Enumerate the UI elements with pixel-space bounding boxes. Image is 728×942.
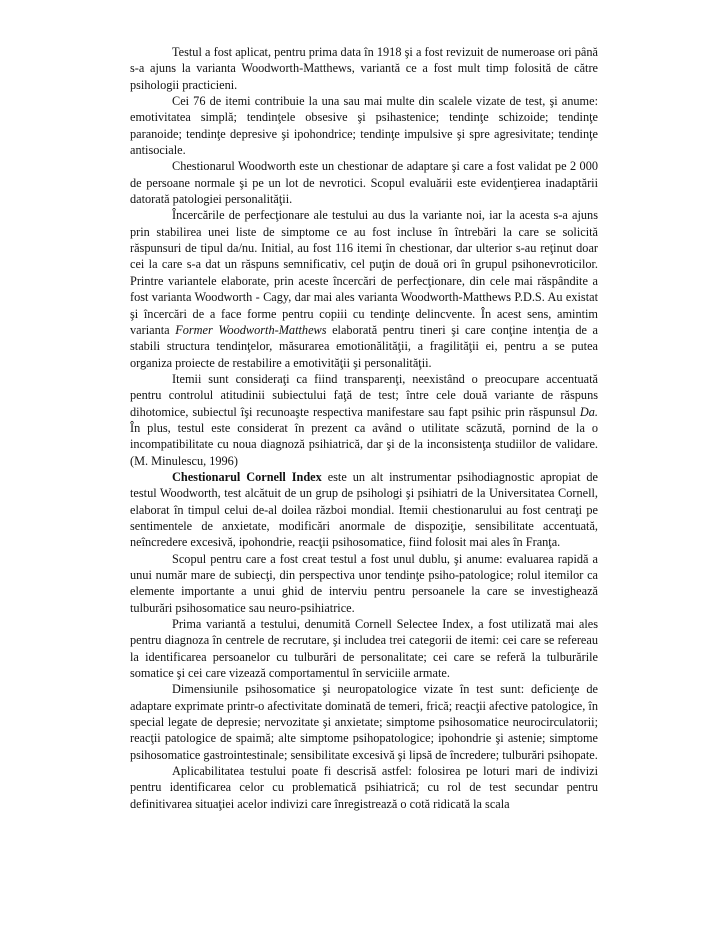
text-run: Testul a fost aplicat, pentru prima data în 1918 şi a fost revizuit de numeroase ori până s-a ajuns la varianta Woodworth-Matthews, variantă ce a fost mult timp folosită de către psihologii practicieni. bbox=[130, 45, 598, 92]
document-body bbox=[130, 44, 598, 812]
text-run: Scopul pentru care a fost creat testul a fost unul dublu, şi anume: evaluarea rapidă a unui număr mare de subiecţi, din perspectiva unor tendinţe psiho-patologice; rolul itemilor ca elemente importante a unui ghid de interviu pentru persoanele la care se investighează tulburări psihosomatice sau neuro-psihiatrice. bbox=[130, 551, 598, 615]
text-run: Itemii sunt consideraţi ca fiind transparenţi, neexistând o preocupare accentuată pentru controlul atitudinii subiectului faţă de test; între cele două variante de răspuns dihotomice, subiectul îşi recunoaşte respectiva manifestare sau fapt psihic prin răspunsul bbox=[130, 371, 598, 419]
text-run: este un alt instrumentar psihodiagnostic apropiat de testul Woodworth, test alcătuit de un grup de psihologi şi psihiatri de la Universitatea Cornell, elaborat în timpul celui de-al doilea război mondial. Itemii chestionarului au fost centraţi pe sentimentele de anxietate, modificări anormale de dispoziţie, sensibilitate accentuată, neîncredere excesivă, ipohondrie, reacţii psihosomatice, fiind folosit mai ales în Franţa. bbox=[130, 469, 598, 550]
text-run: Prima variantă a testului, denumită Cornell Selectee Index, a fost utilizată mai ales pentru diagnoza în centrele de recrutare, şi includea trei categorii de itemi: cei care se refereau la identificarea persoanelor cu tulburări de personalitate; cei care se referă la tulburările somatice şi cei care vizează comportamentul în serviciile armate. bbox=[130, 617, 598, 681]
text-run: Încercările de perfecţionare ale testului au dus la variante noi, iar la acesta s-a ajuns prin stabilirea unei liste de simptome ce au fost incluse în întrebări la care se solicită răspunsuri de tipul da/nu. Initial, au fost 116 itemi în chestionar, dar ulterior s-au reţinut doar cei la care s-a dat un răspuns semnificativ, cel puţin de două ori în grupul psihonevroticilor. Printre variantele elaborate, prin aceste încercări de perfecţionare, din cele mai răspândite a fost varianta Woodworth - Cagy, dar mai ales varianta Woodworth-Matthews P.D.S. Au existat şi încercări de a face forme pentru copiii cu tendinţe delincvente. În acest sens, amintim varianta bbox=[130, 208, 598, 337]
paragraph bbox=[130, 207, 598, 370]
paragraph bbox=[130, 158, 598, 207]
paragraph bbox=[130, 44, 598, 93]
paragraph bbox=[130, 469, 598, 551]
paragraph bbox=[130, 93, 598, 158]
italic-title: Former Woodworth-Matthews bbox=[175, 322, 327, 337]
text-run: Aplicabilitatea testului poate fi descrisă astfel: folosirea pe loturi mari de indivizi pentru identificarea celor cu problematică psihiatrică; cu rol de test secundar pentru definitivarea situaţiei acelor indivizi care înregistrează o cotă ridicată la scala bbox=[130, 764, 598, 811]
paragraph bbox=[130, 371, 598, 469]
paragraph bbox=[130, 551, 598, 616]
text-run: Dimensiunile psihosomatice şi neuropatologice vizate în test sunt: deficienţe de adaptare exprimate printr-o afectivitate dominată de temeri, frică; reacţii afective patologice, în special legate de depresie; nervozitate şi anxietate; simptome psihosomatice neurocirculatorii; reacţii patologice de spaimă; alte simptome psihopatologice; ipohondrie şi astenie; simptome psihosomatice gastrointestinale; sensibilitate excesivă şi lipsă de încredere; tulburări psihopate. bbox=[130, 682, 598, 762]
paragraph bbox=[130, 763, 598, 812]
paragraph bbox=[130, 681, 598, 763]
bold-heading-term: Chestionarul Cornell Index bbox=[172, 469, 322, 484]
text-run: Chestionarul Woodworth este un chestionar de adaptare şi care a fost validat pe 2 000 de persoane normale şi pe un lot de nevrotici. Scopul evaluării este evidenţierea inadaptării datorată patologiei personalităţii. bbox=[130, 159, 598, 207]
text-run: În plus, testul este considerat în prezent ca având o utilitate scăzută, pornind de la o incompatibilitate cu noua diagnoză psihiatrică, dar şi de la inconsistenţa studiilor de validare. (M. Minulescu, 1996) bbox=[130, 420, 598, 468]
italic-term: Da. bbox=[579, 404, 598, 419]
text-run: Cei 76 de itemi contribuie la una sau mai multe din scalele vizate de test, şi anume: emotivitatea simplă; tendinţele obsesive şi psihastenice; tendinţe schizoide; tendinţe paranoide; tendinţe depresive şi ipohondrice; tendinţe impulsive şi spre agresivitate; tendinţe antisociale. bbox=[130, 94, 598, 158]
text-run: elaborată pentru tineri şi care conţine intenţia de a stabili structura tendinţelor, măsurarea emotionălităţii, a fragilităţii ei, pentru a se putea organiza proiecte de restabilire a emotivităţii şi personalităţii. bbox=[130, 322, 598, 370]
paragraph bbox=[130, 616, 598, 681]
